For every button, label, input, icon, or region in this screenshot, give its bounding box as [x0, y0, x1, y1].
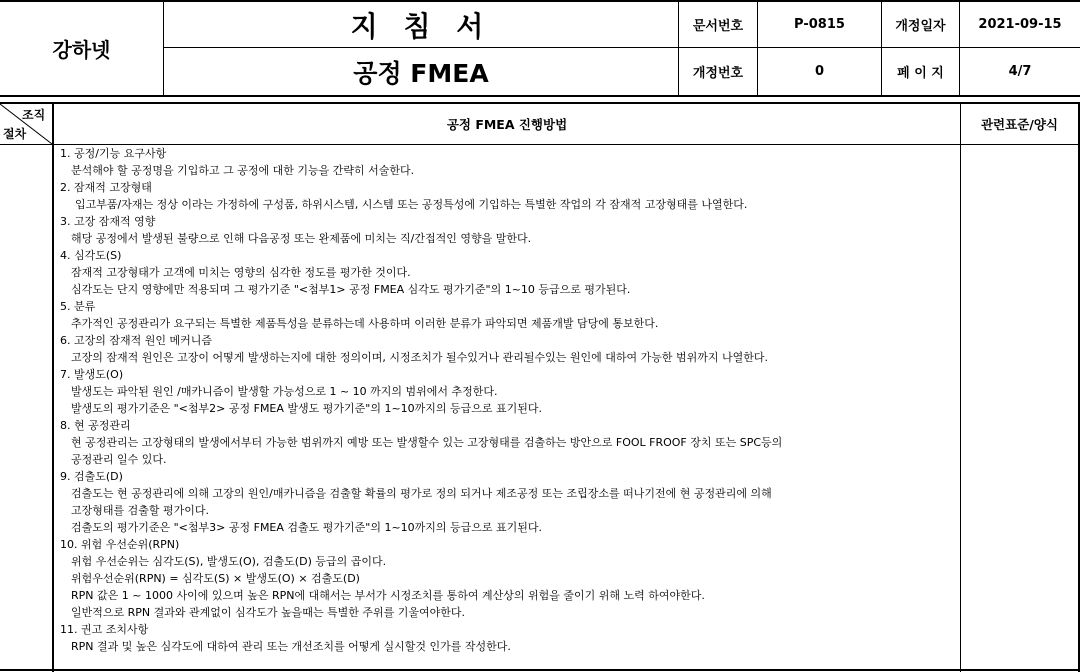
main-column-header: 공정 FMEA 진행방법 — [446, 117, 568, 132]
revision-date-label: 개정일자 — [895, 19, 946, 34]
procedure-item-text: 검출도의 평가기준은 "<첨부3> 공정 FMEA 검출도 평가기준"의 1~10까지의 등급으로 표기된다. — [71, 521, 543, 534]
revision-date-value: 2021-09-15 — [978, 17, 1062, 32]
doc-number-label: 문서번호 — [692, 19, 744, 34]
procedure-item-title: 10. 위험 우선순위(RPN) — [60, 538, 180, 551]
procedure-item-text: 발생도의 평가기준은 "<첨부2> 공정 FMEA 발생도 평가기준"의 1~10까지의 등급으로 표기된다. — [71, 402, 543, 415]
document-title: 공정 FMEA — [353, 58, 489, 88]
procedure-item-title: 8. 현 공정관리 — [60, 419, 131, 432]
procedure-item-text: 고장의 잠재적 원인은 고장이 어떻게 발생하는지에 대한 정의이며, 시정조치가 될수있거나 관리될수있는 원인에 대하여 가능한 범위까지 나열한다. — [71, 351, 768, 364]
revision-number-value: 0 — [814, 64, 825, 79]
procedure-item-text: 입고부품/자재는 정상 이라는 가정하에 구성품, 하위시스템, 시스템 또는 공정특성에 기입하는 특별한 작업의 각 잠재적 고장형태를 나열한다. — [75, 198, 748, 211]
procedure-item-text: RPN 값은 1 ~ 1000 사이에 있으며 높은 RPN에 대해서는 부서가 시정조치를 통하여 계산상의 위험을 줄이기 위해 노력 하여야한다. — [71, 589, 705, 602]
procedure-item-title: 9. 검출도(D) — [60, 470, 123, 483]
company-name: 강하넷 — [52, 38, 111, 62]
revision-number-label: 개정번호 — [692, 66, 744, 81]
procedure-item-text: 발생도는 파악된 원인 /매카니즘이 발생할 가능성으로 1 ~ 10 까지의 범위에서 추정한다. — [71, 385, 498, 398]
procedure-item-text: 잠재적 고장형태가 고객에 미치는 영향의 심각한 정도를 평가한 것이다. — [71, 266, 411, 279]
table-left-divider — [52, 102, 54, 672]
procedure-item-text: 공정관리 일수 있다. — [71, 453, 167, 466]
procedure-item-text: RPN 결과 및 높은 심각도에 대하여 관리 또는 개선조치를 어떻게 실시할것 인가를 작성한다. — [71, 640, 511, 653]
procedure-item-text: 심각도는 단지 영향에만 적용되며 그 평가기준 "<첨부1> 공정 FMEA 심각도 평가기준"의 1~10 등급으로 평가된다. — [71, 283, 631, 296]
procedure-item-title: 2. 잠재적 고장형태 — [60, 181, 152, 194]
procedure-item-text: 검출도는 현 공정관리에 의해 고장의 원인/매카니즘을 검출할 확률의 평가로 정의 되거나 제조공정 또는 조립장소를 떠나기전에 현 공정관리에 의해 — [71, 487, 772, 500]
procedure-item-text: 위험 우선순위는 심각도(S), 발생도(O), 검출도(D) 등급의 곱이다. — [71, 555, 387, 568]
procedure-item-text: 현 공정관리는 고장형태의 발생에서부터 가능한 범위까지 예방 또는 발생할수 있는 고장형태를 검출하는 방안으로 FOOL FROOF 장치 또는 SPC등의 — [71, 436, 783, 449]
procedure-item-text: 분석해야 할 공정명을 기입하고 그 공정에 대한 기능을 간략히 서술한다. — [71, 164, 415, 177]
procedure-item-title: 11. 권고 조치사항 — [60, 623, 149, 636]
procedure-content — [60, 145, 960, 655]
corner-label-org: 조직 — [22, 108, 46, 122]
document-type: 지 침 서 — [350, 9, 492, 43]
procedure-item-title: 1. 공정/기능 요구사항 — [60, 147, 167, 160]
header-bottom-border — [0, 95, 1080, 97]
side-column-header: 관련표준/양식 — [980, 117, 1059, 132]
procedure-item-title: 3. 고장 잠재적 영향 — [60, 215, 156, 228]
corner-label-procedure: 절차 — [3, 127, 27, 141]
procedure-item-title: 7. 발생도(O) — [60, 368, 124, 381]
doc-number-value: P-0815 — [794, 17, 845, 32]
procedure-item-text: 해당 공정에서 발생된 불량으로 인해 다음공정 또는 완제품에 미치는 직/간접적인 영향을 말한다. — [71, 232, 532, 245]
table-right-divider — [960, 102, 961, 672]
page-value: 4/7 — [1008, 64, 1032, 79]
procedure-item-title: 5. 분류 — [60, 300, 96, 313]
procedure-item-text: 일반적으로 RPN 결과와 관계없이 심각도가 높을때는 특별한 주위를 기울여야한다. — [71, 606, 466, 619]
procedure-item-text: 위험우선순위(RPN) = 심각도(S) × 발생도(O) × 검출도(D) — [71, 572, 360, 585]
table-bottom-border — [0, 669, 1080, 671]
procedure-item-text: 추가적인 공정관리가 요구되는 특별한 제품특성을 분류하는데 사용하며 이러한 분류가 파악되면 제품개발 담당에 통보한다. — [71, 317, 659, 330]
procedure-item-title: 4. 심각도(S) — [60, 249, 122, 262]
procedure-item-title: 6. 고장의 잠재적 원인 메커니즘 — [60, 334, 212, 347]
page-label: 페 이 지 — [897, 66, 944, 81]
procedure-item-text: 고장형태를 검출할 평가이다. — [71, 504, 210, 517]
